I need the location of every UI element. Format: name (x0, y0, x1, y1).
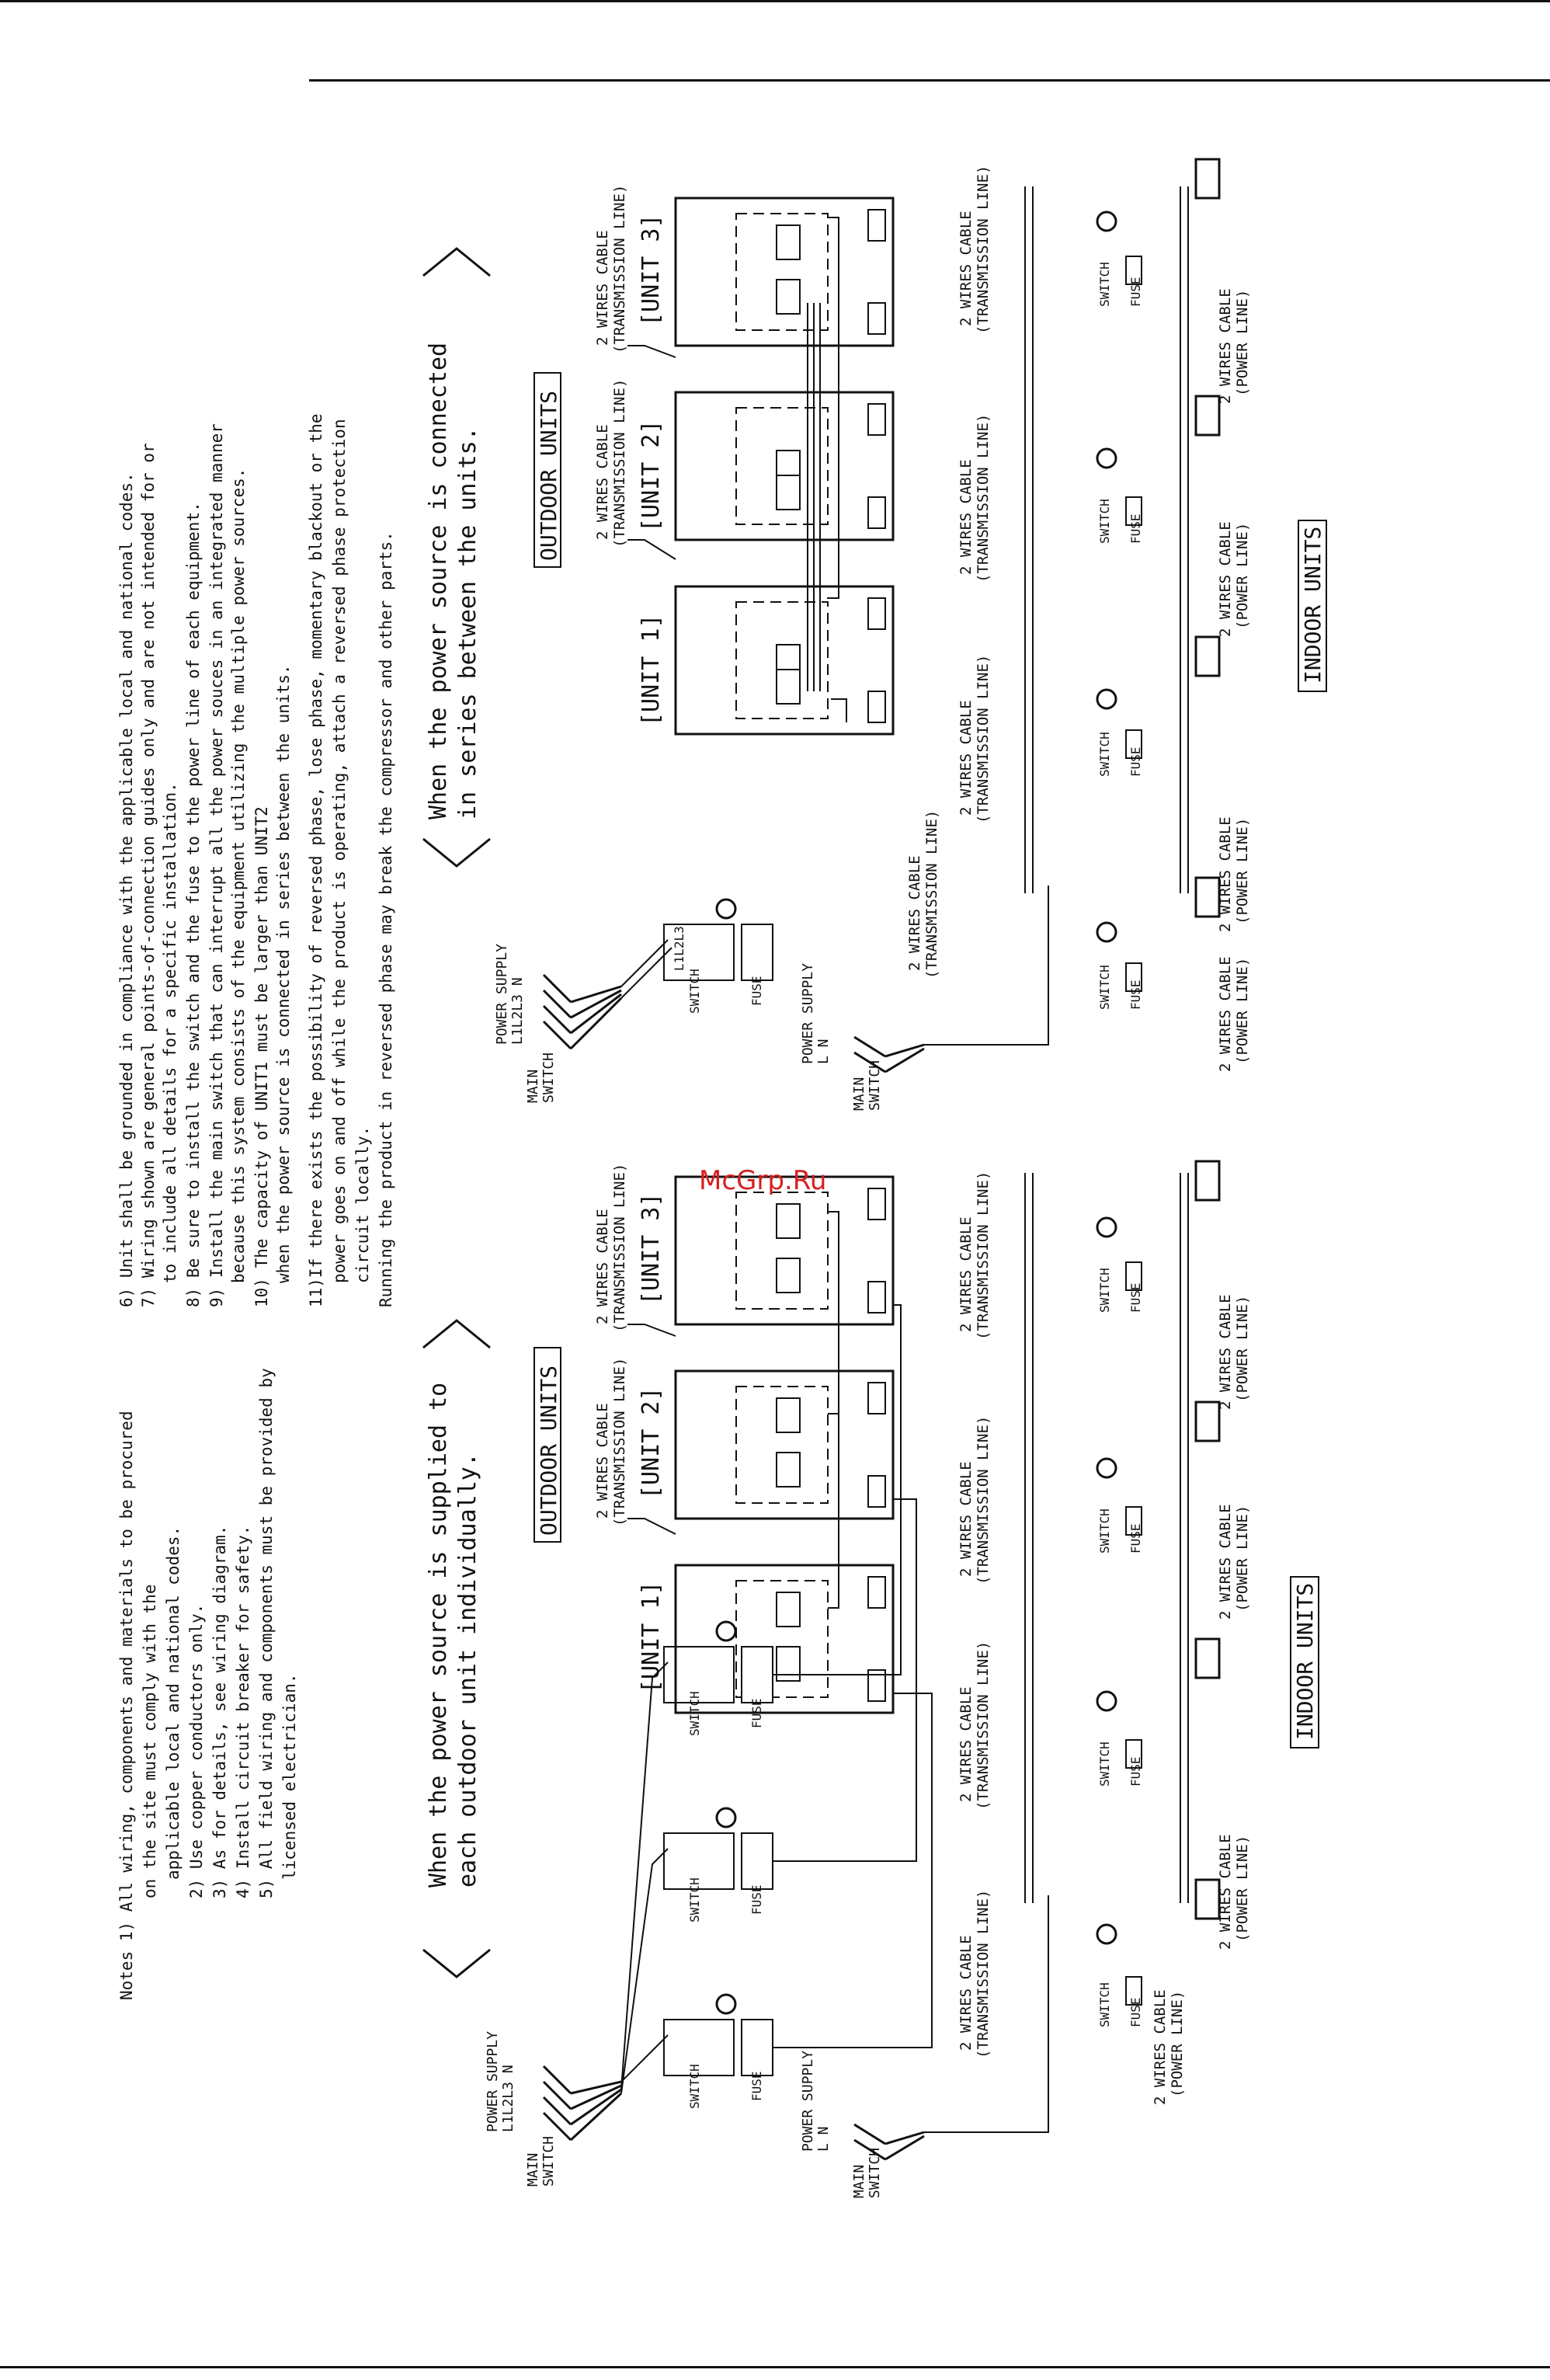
svg-text:(TRANSMISSION LINE): (TRANSMISSION LINE) (611, 1357, 628, 1526)
svg-text:FUSE: FUSE (1128, 746, 1143, 777)
svg-text:SWITCH: SWITCH (867, 2147, 883, 2198)
svg-text:(POWER LINE): (POWER LINE) (1234, 289, 1251, 396)
indoor-unit-2 (1097, 1639, 1219, 1787)
fuse-icon (742, 924, 773, 980)
note-11-cont-b: circuit locally. (353, 1126, 372, 1283)
svg-text:2 WIRES CABLE: 2 WIRES CABLE (1152, 1989, 1169, 2105)
svg-text:SWITCH: SWITCH (540, 1052, 557, 1103)
svg-text:SWITCH: SWITCH (687, 969, 702, 1014)
svg-text:SWITCH: SWITCH (1097, 499, 1112, 544)
svg-text:FUSE: FUSE (1128, 1523, 1143, 1554)
svg-text:2 WIRES CABLE: 2 WIRES CABLE (957, 1935, 975, 2051)
ground-icon (717, 1995, 735, 2013)
svg-text:2 WIRES CABLE: 2 WIRES CABLE (1217, 1294, 1234, 1410)
outdoor-units-label: OUTDOOR UNITS (536, 390, 561, 561)
svg-text:(POWER LINE): (POWER LINE) (1234, 1505, 1251, 1612)
svg-text:2 WIRES CABLE: 2 WIRES CABLE (957, 1461, 975, 1577)
svg-text:L N: L N (815, 2126, 832, 2152)
svg-text:(TRANSMISSION LINE): (TRANSMISSION LINE) (975, 1171, 992, 1340)
svg-text:(POWER LINE): (POWER LINE) (1169, 1990, 1186, 2097)
svg-text:L1L2L3 N: L1L2L3 N (500, 2065, 516, 2132)
svg-text:FUSE: FUSE (749, 976, 764, 1006)
svg-text:L1L2L3 N: L1L2L3 N (509, 977, 526, 1045)
switch-fuse-block-2 (664, 1808, 773, 1922)
svg-text:MAIN: MAIN (851, 1077, 867, 1111)
caption-series-line2: in series between the units. (454, 426, 481, 819)
svg-text:(TRANSMISSION LINE): (TRANSMISSION LINE) (611, 378, 628, 548)
svg-text:2 WIRES CABLE: 2 WIRES CABLE (957, 211, 975, 326)
svg-text:SWITCH: SWITCH (1097, 732, 1112, 777)
indoor-unit-2 (1097, 637, 1219, 777)
indoor-unit-4 (1097, 159, 1219, 307)
main-power-supply-3ph (494, 899, 773, 1103)
svg-text:FUSE: FUSE (749, 2071, 764, 2101)
notes-right (117, 413, 395, 1307)
indoor-cable-labels (906, 165, 1251, 1072)
unit-3-label: [UNIT 3] (638, 214, 665, 326)
note-1: Notes 1) All wiring, components and materials to be procured (117, 1411, 136, 2000)
svg-text:POWER SUPPLY: POWER SUPPLY (800, 962, 816, 1064)
svg-text:(TRANSMISSION LINE): (TRANSMISSION LINE) (975, 1641, 992, 1810)
main-power-supply-3ph (485, 1662, 668, 2187)
main-switch-1ph (854, 2124, 924, 2159)
note-10: 10) The capacity of UNIT1 must be larger than UNIT2 (252, 806, 271, 1307)
svg-text:FUSE: FUSE (749, 1698, 764, 1728)
svg-text:L N: L N (815, 1039, 832, 1064)
note-10-cont: when the power source is connected in series between the units. (274, 664, 293, 1283)
fuse-icon (742, 1833, 773, 1889)
svg-text:(TRANSMISSION LINE): (TRANSMISSION LINE) (975, 1415, 992, 1585)
svg-text:2 WIRES CABLE: 2 WIRES CABLE (1217, 1834, 1234, 1950)
svg-text:SWITCH: SWITCH (867, 1060, 883, 1111)
svg-text:(TRANSMISSION LINE): (TRANSMISSION LINE) (975, 413, 992, 583)
main-switch-3ph (544, 2066, 621, 2140)
svg-text:(TRANSMISSION LINE): (TRANSMISSION LINE) (975, 165, 992, 334)
caption-individual (423, 1320, 490, 1977)
svg-text:2 WIRES CABLE: 2 WIRES CABLE (594, 1209, 611, 1324)
svg-text:FUSE: FUSE (1128, 1756, 1143, 1787)
note-5-cont: licensed electrician. (280, 1673, 299, 1880)
svg-text:MAIN: MAIN (851, 2164, 867, 2198)
caption-bracket-bottom (423, 1950, 490, 1977)
outdoor-unit-2 (638, 392, 893, 540)
svg-text:(TRANSMISSION LINE): (TRANSMISSION LINE) (975, 654, 992, 823)
svg-text:(POWER LINE): (POWER LINE) (1234, 522, 1251, 629)
indoor-unit-4 (1097, 1161, 1219, 1313)
note-2: 2) Use copper conductors only. (187, 1603, 206, 1898)
svg-text:POWER SUPPLY: POWER SUPPLY (494, 943, 510, 1045)
svg-text:FUSE: FUSE (1128, 1282, 1143, 1313)
unit-3-label: [UNIT 3] (638, 1192, 665, 1305)
svg-text:(POWER LINE): (POWER LINE) (1234, 1835, 1251, 1942)
svg-text:POWER SUPPLY: POWER SUPPLY (800, 2050, 816, 2152)
svg-text:L1L2L3: L1L2L3 (672, 926, 686, 971)
indoor-unit-1 (1097, 878, 1219, 1010)
note-7-cont: to include all details for a specific installation. (161, 782, 179, 1283)
svg-text:2 WIRES CABLE: 2 WIRES CABLE (1217, 1504, 1234, 1620)
svg-text:2 WIRES CABLE: 2 WIRES CABLE (1217, 816, 1234, 932)
svg-text:(POWER LINE): (POWER LINE) (1234, 1295, 1251, 1402)
main-switch-3ph (544, 975, 621, 1049)
svg-text:FUSE: FUSE (749, 1884, 764, 1915)
svg-text:2 WIRES CABLE: 2 WIRES CABLE (594, 230, 611, 346)
note-9-cont: because this system consists of the equipment utilizing the multiple power sources. (229, 468, 248, 1283)
outdoor-unit-3 (638, 1177, 893, 1324)
caption-series (423, 249, 490, 866)
note-5: 5) All field wiring and components must be provided by (257, 1368, 276, 1898)
switch-fuse-block-1 (664, 1995, 773, 2109)
caption-series-line1: When the power source is connected (425, 342, 452, 819)
indoor-unit-3 (1097, 1402, 1219, 1554)
svg-text:2 WIRES CABLE: 2 WIRES CABLE (1217, 521, 1234, 637)
unit-2-label: [UNIT 2] (638, 1387, 665, 1499)
notes-left (117, 1368, 299, 2000)
svg-text:SWITCH: SWITCH (1097, 1982, 1112, 2027)
svg-text:SWITCH: SWITCH (687, 2064, 702, 2109)
note-6: 6) Unit shall be grounded in compliance with the applicable local and national codes. (117, 472, 136, 1307)
svg-text:FUSE: FUSE (1128, 513, 1143, 544)
svg-text:SWITCH: SWITCH (1097, 1742, 1112, 1787)
note-1-cont-b: applicable local and national codes. (164, 1526, 182, 1880)
svg-text:2 WIRES CABLE: 2 WIRES CABLE (957, 1216, 975, 1332)
individual-wiring-diagram (485, 1161, 1319, 2198)
svg-text:(TRANSMISSION LINE): (TRANSMISSION LINE) (923, 809, 940, 979)
svg-text:SWITCH: SWITCH (1097, 1268, 1112, 1313)
fuse-icon (742, 2020, 773, 2076)
indoor-units-label: INDOOR UNITS (1292, 1582, 1318, 1740)
outdoor-unit-1 (638, 586, 893, 734)
caption-bracket-bottom (423, 839, 490, 866)
ground-icon (717, 899, 735, 918)
caption-bracket-top (423, 1320, 490, 1348)
fuse-icon (742, 1647, 773, 1703)
note-11: 11)If there exists the possibility of reversed phase, lose phase, momentary blackout or the (307, 413, 325, 1307)
svg-text:2 WIRES CABLE: 2 WIRES CABLE (957, 700, 975, 816)
outdoor-units-label: OUTDOOR UNITS (536, 1365, 561, 1536)
svg-text:(POWER LINE): (POWER LINE) (1234, 957, 1251, 1064)
indoor-units-label: INDOOR UNITS (1300, 526, 1326, 684)
note-11-cont-a: power goes on and off while the product is operating, attach a reversed phase protection (330, 419, 349, 1283)
svg-text:FUSE: FUSE (1128, 979, 1143, 1010)
svg-text:2 WIRES CABLE: 2 WIRES CABLE (906, 855, 923, 971)
note-9: 9) Install the main switch that can interrupt all the power souces in an integrated manner (207, 423, 226, 1307)
svg-text:FUSE: FUSE (1128, 1997, 1143, 2027)
svg-text:(TRANSMISSION LINE): (TRANSMISSION LINE) (611, 184, 628, 353)
svg-text:MAIN: MAIN (525, 2152, 541, 2187)
svg-text:SWITCH: SWITCH (1097, 262, 1112, 307)
svg-text:2 WIRES CABLE: 2 WIRES CABLE (957, 459, 975, 575)
unit-1-label: [UNIT 1] (638, 614, 665, 726)
note-1-cont-a: on the site must comply with the (141, 1584, 159, 1898)
outdoor-unit-3 (638, 198, 893, 346)
note-3: 3) As for details, see wiring diagram. (210, 1525, 229, 1898)
svg-text:SWITCH: SWITCH (540, 2135, 557, 2187)
main-switch-1ph (854, 1037, 924, 1072)
svg-text:MAIN: MAIN (525, 1069, 541, 1103)
outdoor-unit-2 (638, 1371, 893, 1519)
caption-individual-line2: each outdoor unit individually. (454, 1453, 481, 1888)
svg-text:2 WIRES CABLE: 2 WIRES CABLE (957, 1686, 975, 1802)
svg-text:POWER SUPPLY: POWER SUPPLY (485, 2030, 501, 2132)
svg-text:SWITCH: SWITCH (1097, 1508, 1112, 1554)
watermark-text: McGrp.Ru (699, 1165, 827, 1196)
unit-1-label: [UNIT 1] (638, 1581, 665, 1693)
series-wiring-diagram (494, 159, 1326, 1111)
note-7: 7) Wiring shown are general points-of-connection guides only and are not intended for or (139, 443, 158, 1307)
note-4: 4) Install circuit breaker for safety. (234, 1525, 252, 1898)
caption-individual-line1: When the power source is supplied to (425, 1382, 452, 1888)
svg-text:(TRANSMISSION LINE): (TRANSMISSION LINE) (975, 1889, 992, 2058)
indoor-unit-3 (1097, 396, 1219, 544)
svg-text:2 WIRES CABLE: 2 WIRES CABLE (1217, 956, 1234, 1072)
svg-text:2 WIRES CABLE: 2 WIRES CABLE (1217, 288, 1234, 404)
unit-2-label: [UNIT 2] (638, 419, 665, 532)
ground-icon (717, 1808, 735, 1827)
caption-bracket-top (423, 249, 490, 276)
svg-text:(TRANSMISSION LINE): (TRANSMISSION LINE) (611, 1163, 628, 1332)
svg-text:2 WIRES CABLE: 2 WIRES CABLE (594, 1403, 611, 1519)
note-8: 8) Be sure to install the switch and the fuse to the power line of each equipment. (184, 502, 203, 1307)
svg-text:(POWER LINE): (POWER LINE) (1234, 817, 1251, 924)
svg-text:SWITCH: SWITCH (1097, 965, 1112, 1010)
svg-text:2 WIRES CABLE: 2 WIRES CABLE (594, 424, 611, 540)
svg-text:FUSE: FUSE (1128, 277, 1143, 307)
svg-text:SWITCH: SWITCH (687, 1877, 702, 1922)
svg-text:SWITCH: SWITCH (687, 1691, 702, 1736)
note-11-cont-c: Running the product in reversed phase may break the compressor and other parts. (377, 531, 395, 1307)
